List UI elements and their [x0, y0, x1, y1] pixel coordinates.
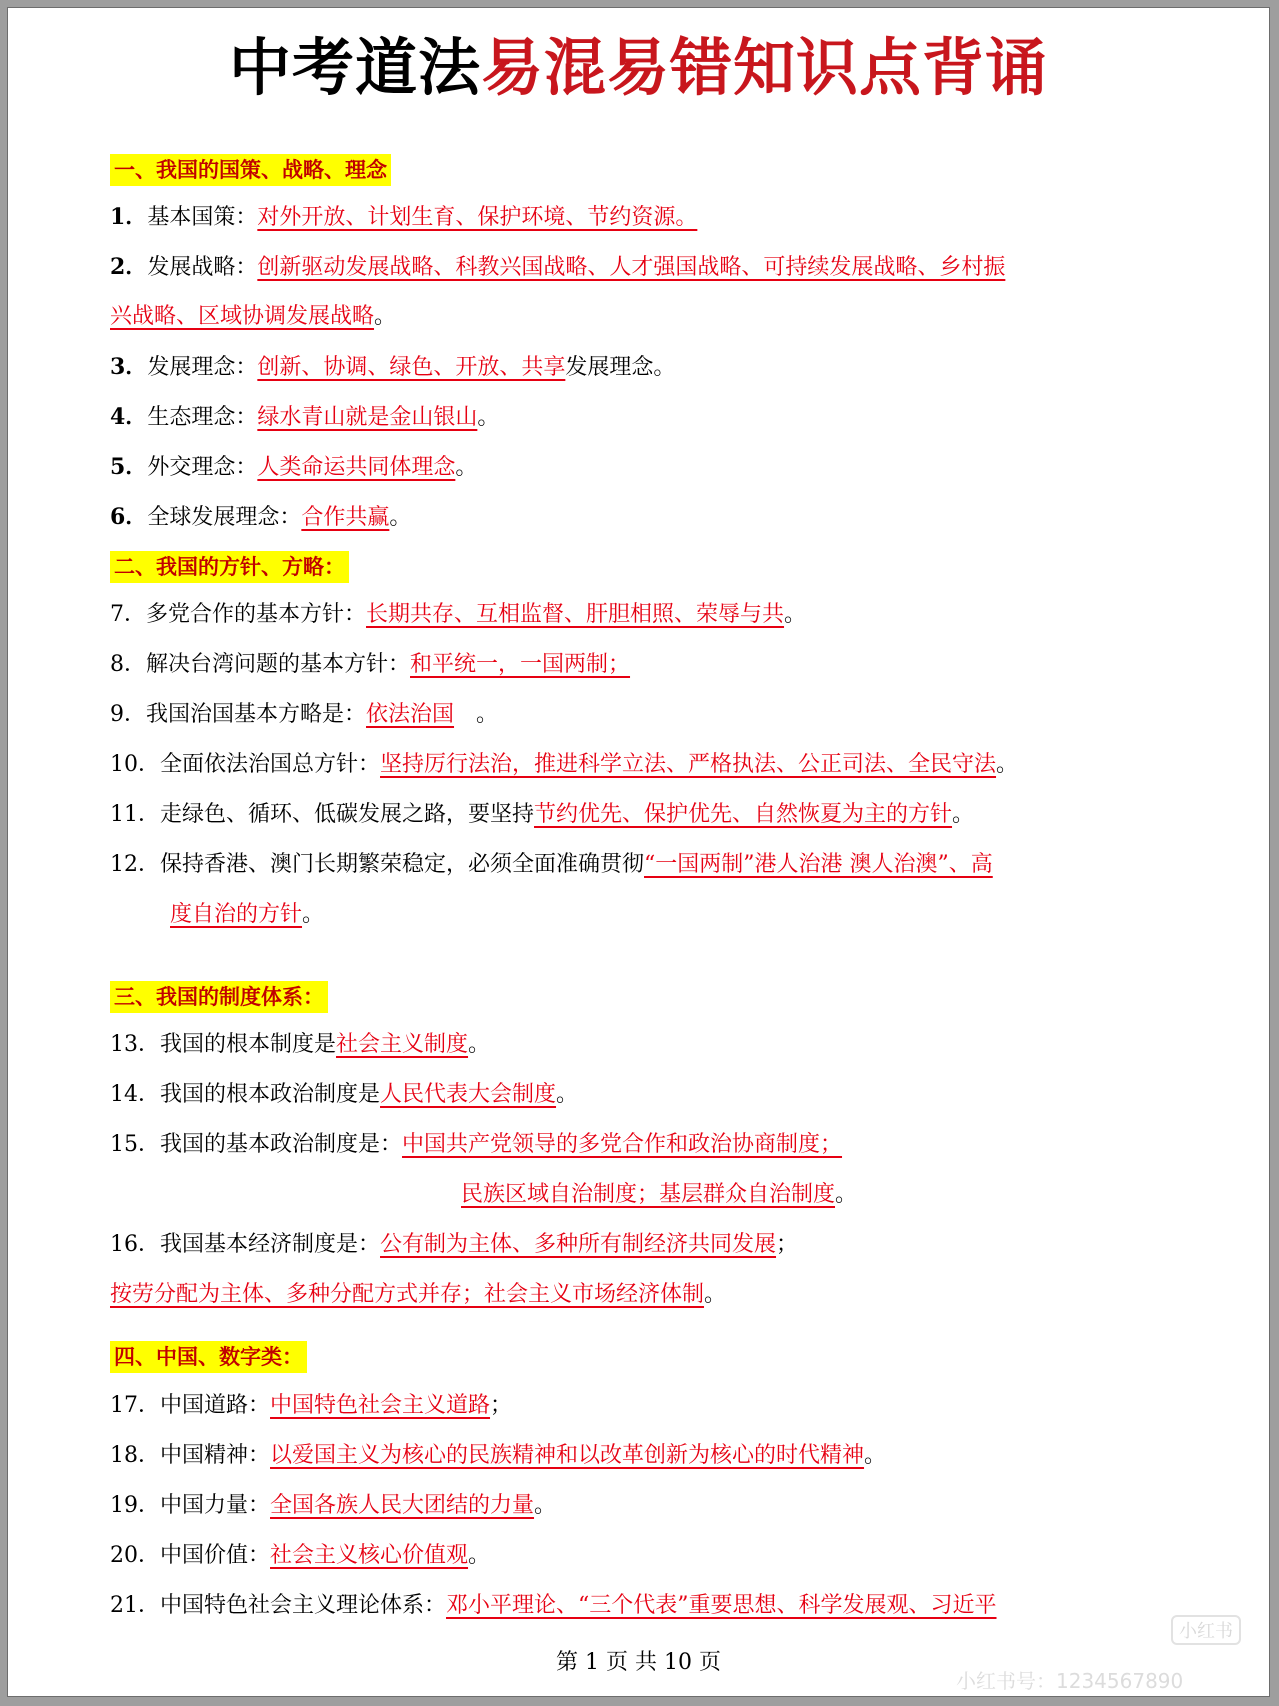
- list-item: 15．我国的基本政治制度是：中国共产党领导的多党合作和政治协商制度；: [110, 1132, 843, 1157]
- watermark-logo: 小红书: [1171, 1615, 1241, 1645]
- list-item: 5．外交理念：人类命运共同体理念。: [110, 454, 478, 480]
- list-item: 4．生态理念：绿水青山就是金山银山。: [110, 404, 500, 430]
- document-page: [7, 7, 1270, 1697]
- list-item: 13．我国的根本制度是社会主义制度。: [110, 1032, 491, 1057]
- list-item: 3．发展理念：创新、协调、绿色、开放、共享发展理念。: [110, 354, 676, 380]
- list-item: 8．解决台湾问题的基本方针：和平统一，一国两制；: [110, 652, 631, 677]
- list-item: 19．中国力量：全国各族人民大团结的力量。: [110, 1493, 557, 1518]
- list-item: 16．我国基本经济制度是：公有制为主体、多种所有制经济共同发展；: [110, 1232, 799, 1257]
- list-item: 14．我国的根本政治制度是人民代表大会制度。: [110, 1082, 579, 1107]
- list-item-continued: 民族区域自治制度；基层群众自治制度。: [461, 1182, 858, 1207]
- page-footer: 第 1 页 共 10 页: [556, 1650, 721, 1675]
- list-item: 10．全面依法治国总方针：坚持厉行法治，推进科学立法、严格执法、公正司法、全民守法。: [110, 752, 1019, 777]
- list-item-continued: 度自治的方针。: [170, 902, 325, 927]
- list-item: 1．基本国策：对外开放、计划生育、保护环境、节约资源。: [110, 204, 698, 230]
- section-heading-4: 四、中国、数字类：: [110, 1341, 307, 1373]
- list-item: 6．全球发展理念：合作共赢。: [110, 504, 412, 530]
- list-item: 18．中国精神：以爱国主义为核心的民族精神和以改革创新为核心的时代精神。: [110, 1443, 887, 1468]
- list-item: 7．多党合作的基本方针：长期共存、互相监督、肝胆相照、荣辱与共。: [110, 602, 807, 627]
- section-heading-1: 一、我国的国策、战略、理念: [110, 154, 391, 186]
- section-heading-2: 二、我国的方针、方略：: [110, 551, 349, 583]
- page-title: 中考道法易混易错知识点背诵: [228, 31, 1049, 104]
- list-item-continued: 按劳分配为主体、多种分配方式并存；社会主义市场经济体制。: [110, 1282, 727, 1307]
- list-item: 2．发展战略：创新驱动发展战略、科教兴国战略、人才强国战略、可持续发展战略、乡村振: [110, 254, 1006, 280]
- list-item: 9．我国治国基本方略是：依法治国 。: [110, 702, 499, 727]
- list-item: 11．走绿色、循环、低碳发展之路，要坚持节约优先、保护优先、自然恢夏为主的方针。: [110, 802, 975, 827]
- list-item: 21．中国特色社会主义理论体系：邓小平理论、“三个代表”重要思想、科学发展观、习近平: [110, 1593, 997, 1618]
- list-item: 17．中国道路：中国特色社会主义道路；: [110, 1393, 513, 1418]
- list-item: 20．中国价值：社会主义核心价值观。: [110, 1543, 491, 1568]
- section-heading-3: 三、我国的制度体系：: [110, 981, 328, 1013]
- watermark-text: 小红书号：1234567890: [956, 1669, 1184, 1693]
- list-item-continued: 兴战略、区域协调发展战略。: [110, 304, 397, 329]
- list-item: 12．保持香港、澳门长期繁荣稳定，必须全面准确贯彻“一国两制”港人治港 澳人治澳”、高: [110, 852, 993, 877]
